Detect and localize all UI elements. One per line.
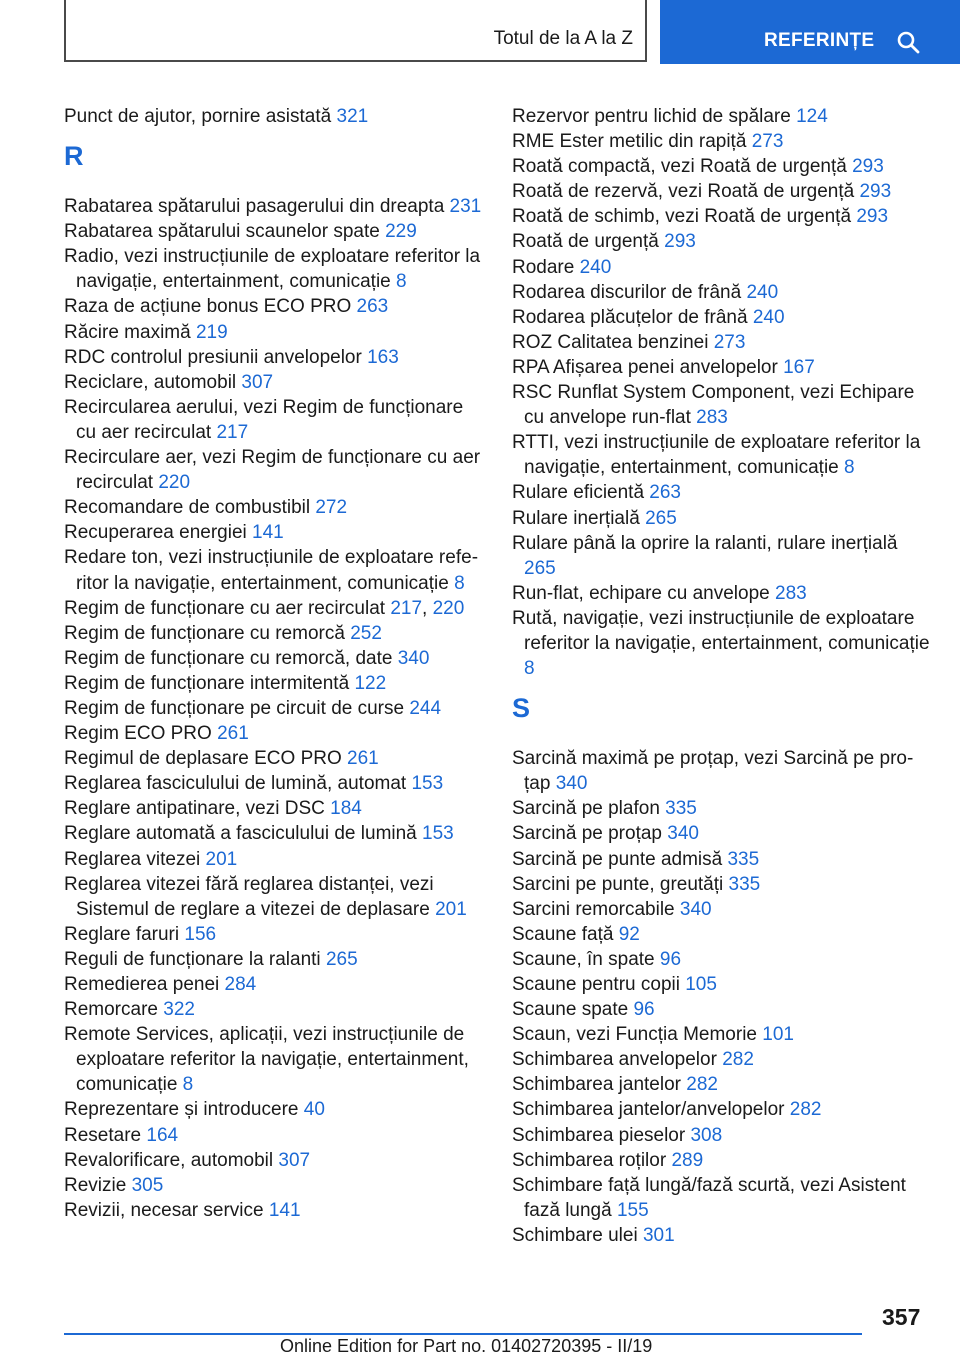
page-link[interactable]: 252 [350, 622, 382, 644]
index-entry-text: Schimbare față lungă/fază scurtă, vezi Asistent fază lungă [512, 1174, 906, 1221]
page-link[interactable]: 96 [659, 948, 682, 970]
index-entry [64, 847, 484, 872]
index-entry [512, 380, 932, 430]
index-entry [512, 922, 932, 947]
index-entry [64, 972, 484, 997]
index-entry-text: Scaune față [512, 923, 619, 945]
index-entry-text: Recomandare de combustibil [64, 497, 316, 519]
index-entry [512, 1097, 932, 1122]
index-entry-text: Rulare inerțială [512, 507, 646, 529]
index-entry-text: Remedierea penei [64, 974, 225, 995]
index-entry [64, 646, 484, 671]
index-entry [64, 104, 484, 129]
page-link[interactable]: 240 [579, 256, 612, 278]
index-entry [64, 771, 484, 796]
index-entry [64, 445, 484, 495]
index-entry-text: Scaune spate [512, 999, 634, 1021]
page-link[interactable]: 301 [642, 1224, 675, 1246]
index-entry: Regim de funcționare cu aer recirculat 217, 220 [64, 597, 465, 619]
page-link[interactable]: 153 [411, 773, 444, 795]
page-link[interactable]: 8 [182, 1074, 194, 1096]
index-entry [512, 1148, 932, 1173]
index-entry-text: Recuperarea energiei [64, 522, 253, 544]
index-entry-text: Raza de acțiune bonus ECO PRO [64, 296, 357, 318]
index-entry [512, 872, 932, 897]
index-entry [512, 305, 932, 330]
index-entry-text: Rută, navigație, vezi instrucțiunile de exploatare referitor la navigație, entertainment, comunicație [512, 607, 930, 654]
index-entry-text: Rabatarea spătarului pasagerului din dreapta [64, 196, 450, 218]
index-entry [512, 104, 932, 129]
index-entry-text: Regimul de deplasare ECO PRO [64, 748, 348, 770]
index-entry [64, 345, 484, 370]
index-entry-text: Regim ECO PRO [64, 723, 218, 745]
page-link[interactable]: 293 [859, 181, 892, 203]
page-link[interactable]: 272 [315, 497, 348, 519]
edition-text: Online Edition for Part no. 01402720395 - II/19 [280, 1336, 653, 1356]
page-link[interactable]: 8 [524, 658, 535, 680]
index-entry-text: Reglare automată a fasciculului de lumină [64, 823, 423, 845]
index-entry-text: Sarcină pe proțap [512, 823, 668, 845]
page-link[interactable]: 322 [163, 999, 195, 1021]
index-entry-text: Reguli de funcționare la ralanti [64, 948, 326, 970]
page-link[interactable]: 122 [354, 672, 387, 694]
index-entry-text: Regim de funcționare pe circuit de curse [64, 697, 410, 719]
page-link[interactable]: 101 [762, 1024, 794, 1046]
index-entry [512, 179, 932, 204]
index-entry [64, 1198, 484, 1223]
index-entry-text: Rabatarea spătarului scaunelor spate [64, 221, 386, 243]
index-column-left [64, 104, 484, 1223]
footer-divider [64, 1333, 862, 1335]
index-entry [64, 370, 484, 395]
index-entry-text: Sarcină pe plafon [512, 798, 666, 820]
page-link[interactable]: 308 [690, 1124, 723, 1146]
page-link[interactable]: 201 [435, 898, 467, 920]
page-link[interactable]: 263 [356, 296, 389, 318]
index-entry-text: Scaune pentru copii [512, 974, 686, 995]
page-link[interactable]: 124 [796, 106, 828, 127]
page-link[interactable]: 219 [195, 321, 228, 343]
page-link[interactable]: 340 [667, 823, 699, 845]
index-entry [64, 1022, 484, 1097]
index-entry [64, 746, 484, 771]
index-entry [512, 581, 932, 606]
index-entry [512, 255, 932, 280]
index-entry [512, 821, 932, 846]
index-entry-text: Rodare [512, 256, 580, 278]
page-link[interactable]: 8 [396, 271, 407, 293]
page-link[interactable]: 283 [775, 582, 807, 604]
index-entry-text: Scaune, în spate [512, 948, 660, 970]
index-entry [64, 997, 484, 1022]
index-entry-text: Schimbare ulei [512, 1224, 643, 1246]
index-entry [512, 1072, 932, 1097]
index-entry-text: Schimbarea jantelor [512, 1074, 687, 1096]
index-entry-text: Redare ton, vezi instrucțiunile de exploatare referitor la navigație, entertainment, comunicație [64, 547, 479, 594]
index-entry [64, 520, 484, 545]
page-link[interactable]: 335 [727, 848, 760, 870]
page-link[interactable]: 321 [336, 106, 369, 127]
index-entry-text: Regim de funcționare cu aer recirculat [64, 597, 391, 619]
index-entry-text: Recirculare aer, vezi Regim de funcționare cu aer recirculat [64, 447, 481, 494]
page-link[interactable]: 40 [303, 1099, 325, 1121]
page-number: 357 [882, 1304, 921, 1330]
index-entry-text: Schimbarea anvelopelor [512, 1049, 723, 1071]
index-entry [512, 129, 932, 154]
page-link[interactable]: 305 [131, 1174, 164, 1196]
index-entry [64, 495, 484, 520]
page-link[interactable]: 293 [664, 231, 696, 253]
index-entry [512, 1173, 932, 1223]
index-entry [64, 696, 484, 721]
page-link[interactable]: 163 [367, 346, 399, 368]
index-entry [64, 1097, 484, 1122]
page-link[interactable]: 289 [671, 1149, 704, 1171]
index-entry [64, 821, 484, 846]
index-entry [64, 244, 484, 294]
index-entry [512, 1022, 932, 1047]
index-entry [512, 430, 932, 480]
index-entry [64, 621, 484, 646]
header-section-box [64, 0, 647, 62]
page-link[interactable]: 217 [390, 597, 423, 619]
index-entry-text: Radio, vezi instrucțiunile de exploatare referitor la navigație, entertainment, comunicație [64, 246, 481, 293]
index-entry-text: Reciclare, automobil [64, 371, 242, 393]
index-entry [512, 506, 932, 531]
page-link[interactable]: 282 [789, 1099, 822, 1121]
index-entry-text: Revalorificare, automobil [64, 1149, 279, 1171]
index-entry [512, 972, 932, 997]
index-entry [512, 897, 932, 922]
index-entry [512, 280, 932, 305]
index-entry [512, 746, 932, 796]
index-entry-text: Remorcare [64, 999, 164, 1021]
index-entry-text: Sarcini pe punte, greutăți [512, 873, 729, 895]
index-entry [64, 721, 484, 746]
page-link[interactable]: 96 [633, 999, 655, 1021]
index-entry [64, 1123, 484, 1148]
index-entry-text: Schimbarea jantelor/anvelopelor [512, 1099, 790, 1121]
page-link[interactable]: 167 [783, 356, 815, 378]
index-entry-text: Schimbarea pieselor [512, 1124, 691, 1146]
page-link[interactable]: 284 [224, 974, 257, 995]
index-entry [64, 1148, 484, 1173]
page-link[interactable]: 164 [146, 1124, 179, 1146]
index-entry [64, 219, 484, 244]
index-entry-text: RPA Afișarea penei anvelopelor [512, 356, 784, 378]
index-entry [512, 606, 932, 681]
index-entry-text: RDC controlul presiunii anvelopelor [64, 346, 368, 368]
index-entry-text: Regim de funcționare intermitentă [64, 672, 355, 694]
index-entry-text: RSC Runflat System Component, vezi Echipare cu anvelope run-flat [512, 382, 915, 429]
references-tab-label: REFERINȚE [764, 30, 875, 51]
page-link[interactable]: 335 [665, 798, 697, 820]
index-entry-text: Reglare antipatinare, vezi DSC [64, 798, 331, 820]
page-link[interactable]: 141 [252, 522, 284, 544]
index-entry-text: Răcire maximă [64, 321, 196, 343]
index-entry-text: Rezervor pentru lichid de spălare [512, 106, 797, 127]
index-entry [512, 1223, 932, 1248]
page-link[interactable]: 307 [241, 371, 274, 393]
index-entry-text: Sarcină maximă pe proțap, vezi Sarcină pe proțap [512, 748, 914, 795]
index-entry [512, 204, 932, 229]
index-entry-text: Sarcină pe punte admisă [512, 848, 728, 870]
index-entry [64, 294, 484, 319]
page-link[interactable]: 153 [422, 823, 454, 845]
page-link[interactable]: 283 [696, 407, 728, 429]
index-entry [64, 1173, 484, 1198]
page-link[interactable]: 265 [524, 557, 556, 579]
index-entry-text: RTTI, vezi instrucțiunile de exploatare referitor la navigație, entertainment, comunicație [512, 432, 921, 479]
page-link[interactable]: 340 [679, 898, 712, 920]
references-tab[interactable] [660, 0, 960, 64]
page-link[interactable]: 282 [686, 1074, 718, 1096]
index-entry-text: Revizie [64, 1174, 132, 1196]
index-entry [64, 395, 484, 445]
page-link[interactable]: 335 [728, 873, 761, 895]
page-link[interactable]: 105 [685, 974, 717, 995]
page-link[interactable]: 240 [752, 306, 785, 328]
index-entry [64, 872, 484, 922]
index-entry-text: Regim de funcționare cu remorcă [64, 622, 351, 644]
page-link[interactable]: 220 [432, 597, 465, 619]
page-link[interactable]: 340 [555, 773, 588, 795]
page-link[interactable]: 265 [645, 507, 677, 529]
index-entry-text: Reglarea fasciculului de lumină, automat [64, 773, 412, 795]
index-entry [64, 671, 484, 696]
index-entry-text: Recircularea aerului, vezi Regim de funcționare cu aer recirculat [64, 396, 464, 443]
page-link[interactable]: 220 [158, 472, 191, 494]
page-link[interactable]: 8 [844, 457, 855, 479]
index-entry-text: Reglarea vitezei [64, 848, 206, 870]
page-link[interactable]: 340 [397, 647, 430, 669]
section-title: Totul de la A la Z [493, 28, 633, 49]
index-entry-text: Punct de ajutor, pornire asistată [64, 106, 337, 127]
index-entry-text: ROZ Calitatea benzinei [512, 331, 714, 353]
page-link[interactable]: 155 [616, 1199, 649, 1221]
index-entry [512, 947, 932, 972]
index-entry-text: Roată de rezervă, vezi Roată de urgență [512, 181, 860, 203]
index-entry-text: Reglarea vitezei fără reglarea distanței, vezi Sistemul de reglare a vitezei de deplasare [64, 873, 436, 920]
index-entry [64, 545, 484, 595]
index-entry-text: Rodarea discurilor de frână [512, 281, 747, 303]
page-link[interactable]: 8 [454, 572, 465, 594]
section-letter: R [64, 141, 84, 172]
index-entry-text: Schimbarea roților [512, 1149, 672, 1171]
page-link[interactable]: 263 [649, 482, 681, 504]
page-link[interactable]: 244 [409, 697, 442, 719]
index-entry [512, 229, 932, 254]
index-entry-text: Reprezentare și introducere [64, 1099, 304, 1121]
index-entry [64, 320, 484, 345]
page-link[interactable]: 293 [856, 206, 889, 228]
page-link[interactable]: 141 [268, 1199, 301, 1221]
index-entry [512, 330, 932, 355]
index-entry-text: Roată de schimb, vezi Roată de urgență [512, 206, 857, 228]
index-entry-text: Revizii, necesar service [64, 1199, 269, 1221]
index-column-right [512, 104, 932, 1248]
section-letter: S [512, 693, 531, 724]
index-entry-text: Remote Services, aplicații, vezi instrucțiunile de exploatare referitor la navigație, entertainment, comunicație [64, 1024, 469, 1096]
page-link[interactable]: 293 [852, 156, 884, 178]
index-entry-text: Resetare [64, 1124, 147, 1146]
index-entry-text: Roată compactă, vezi Roată de urgență [512, 156, 853, 178]
index-entry-text: Rulare până la oprire la ralanti, rulare inerțială [512, 532, 898, 554]
index-entry-text: Rulare eficientă [512, 482, 650, 504]
index-entry-text: Run-flat, echipare cu anvelope [512, 582, 775, 604]
index-entry-text: RME Ester metilic din rapiță [512, 131, 752, 153]
index-entry-text: Roată de urgență [512, 231, 665, 253]
page-link[interactable]: 273 [713, 331, 746, 353]
index-entry-text: Sarcini remorcabile [512, 898, 680, 920]
index-entry [512, 480, 932, 505]
page-link[interactable]: 217 [216, 421, 249, 443]
index-entry [512, 997, 932, 1022]
index-entry [512, 531, 932, 581]
index-entry-text: Rodarea plăcuțelor de frână [512, 306, 753, 328]
page-link[interactable]: 231 [449, 196, 482, 218]
page-link[interactable]: 156 [184, 923, 217, 945]
index-entry-text: Reglare faruri [64, 923, 185, 945]
index-entry-text: Regim de funcționare cu remorcă, date [64, 647, 398, 669]
index-entry [64, 796, 484, 821]
index-entry-text: Scaun, vezi Funcția Memorie [512, 1024, 763, 1046]
page-link[interactable]: 184 [330, 798, 362, 820]
search-icon[interactable] [896, 30, 920, 54]
index-entry [512, 1123, 932, 1148]
index-entry [512, 847, 932, 872]
index-entry [64, 922, 484, 947]
page-link[interactable]: 307 [278, 1149, 311, 1171]
index-entry [512, 1047, 932, 1072]
page-link[interactable]: 273 [751, 131, 784, 153]
page-link[interactable]: 265 [325, 948, 358, 970]
index-entry [512, 355, 932, 380]
page-link[interactable]: 92 [618, 923, 640, 945]
page-link[interactable]: 201 [205, 848, 238, 870]
page-link[interactable]: 282 [722, 1049, 754, 1071]
page-link[interactable]: 261 [217, 723, 249, 745]
index-entry [64, 947, 484, 972]
page-link[interactable]: 240 [746, 281, 779, 303]
index-entry [64, 194, 484, 219]
index-entry [512, 154, 932, 179]
page-link[interactable]: 261 [347, 748, 379, 770]
index-entry [512, 796, 932, 821]
page-link[interactable]: 229 [385, 221, 417, 243]
